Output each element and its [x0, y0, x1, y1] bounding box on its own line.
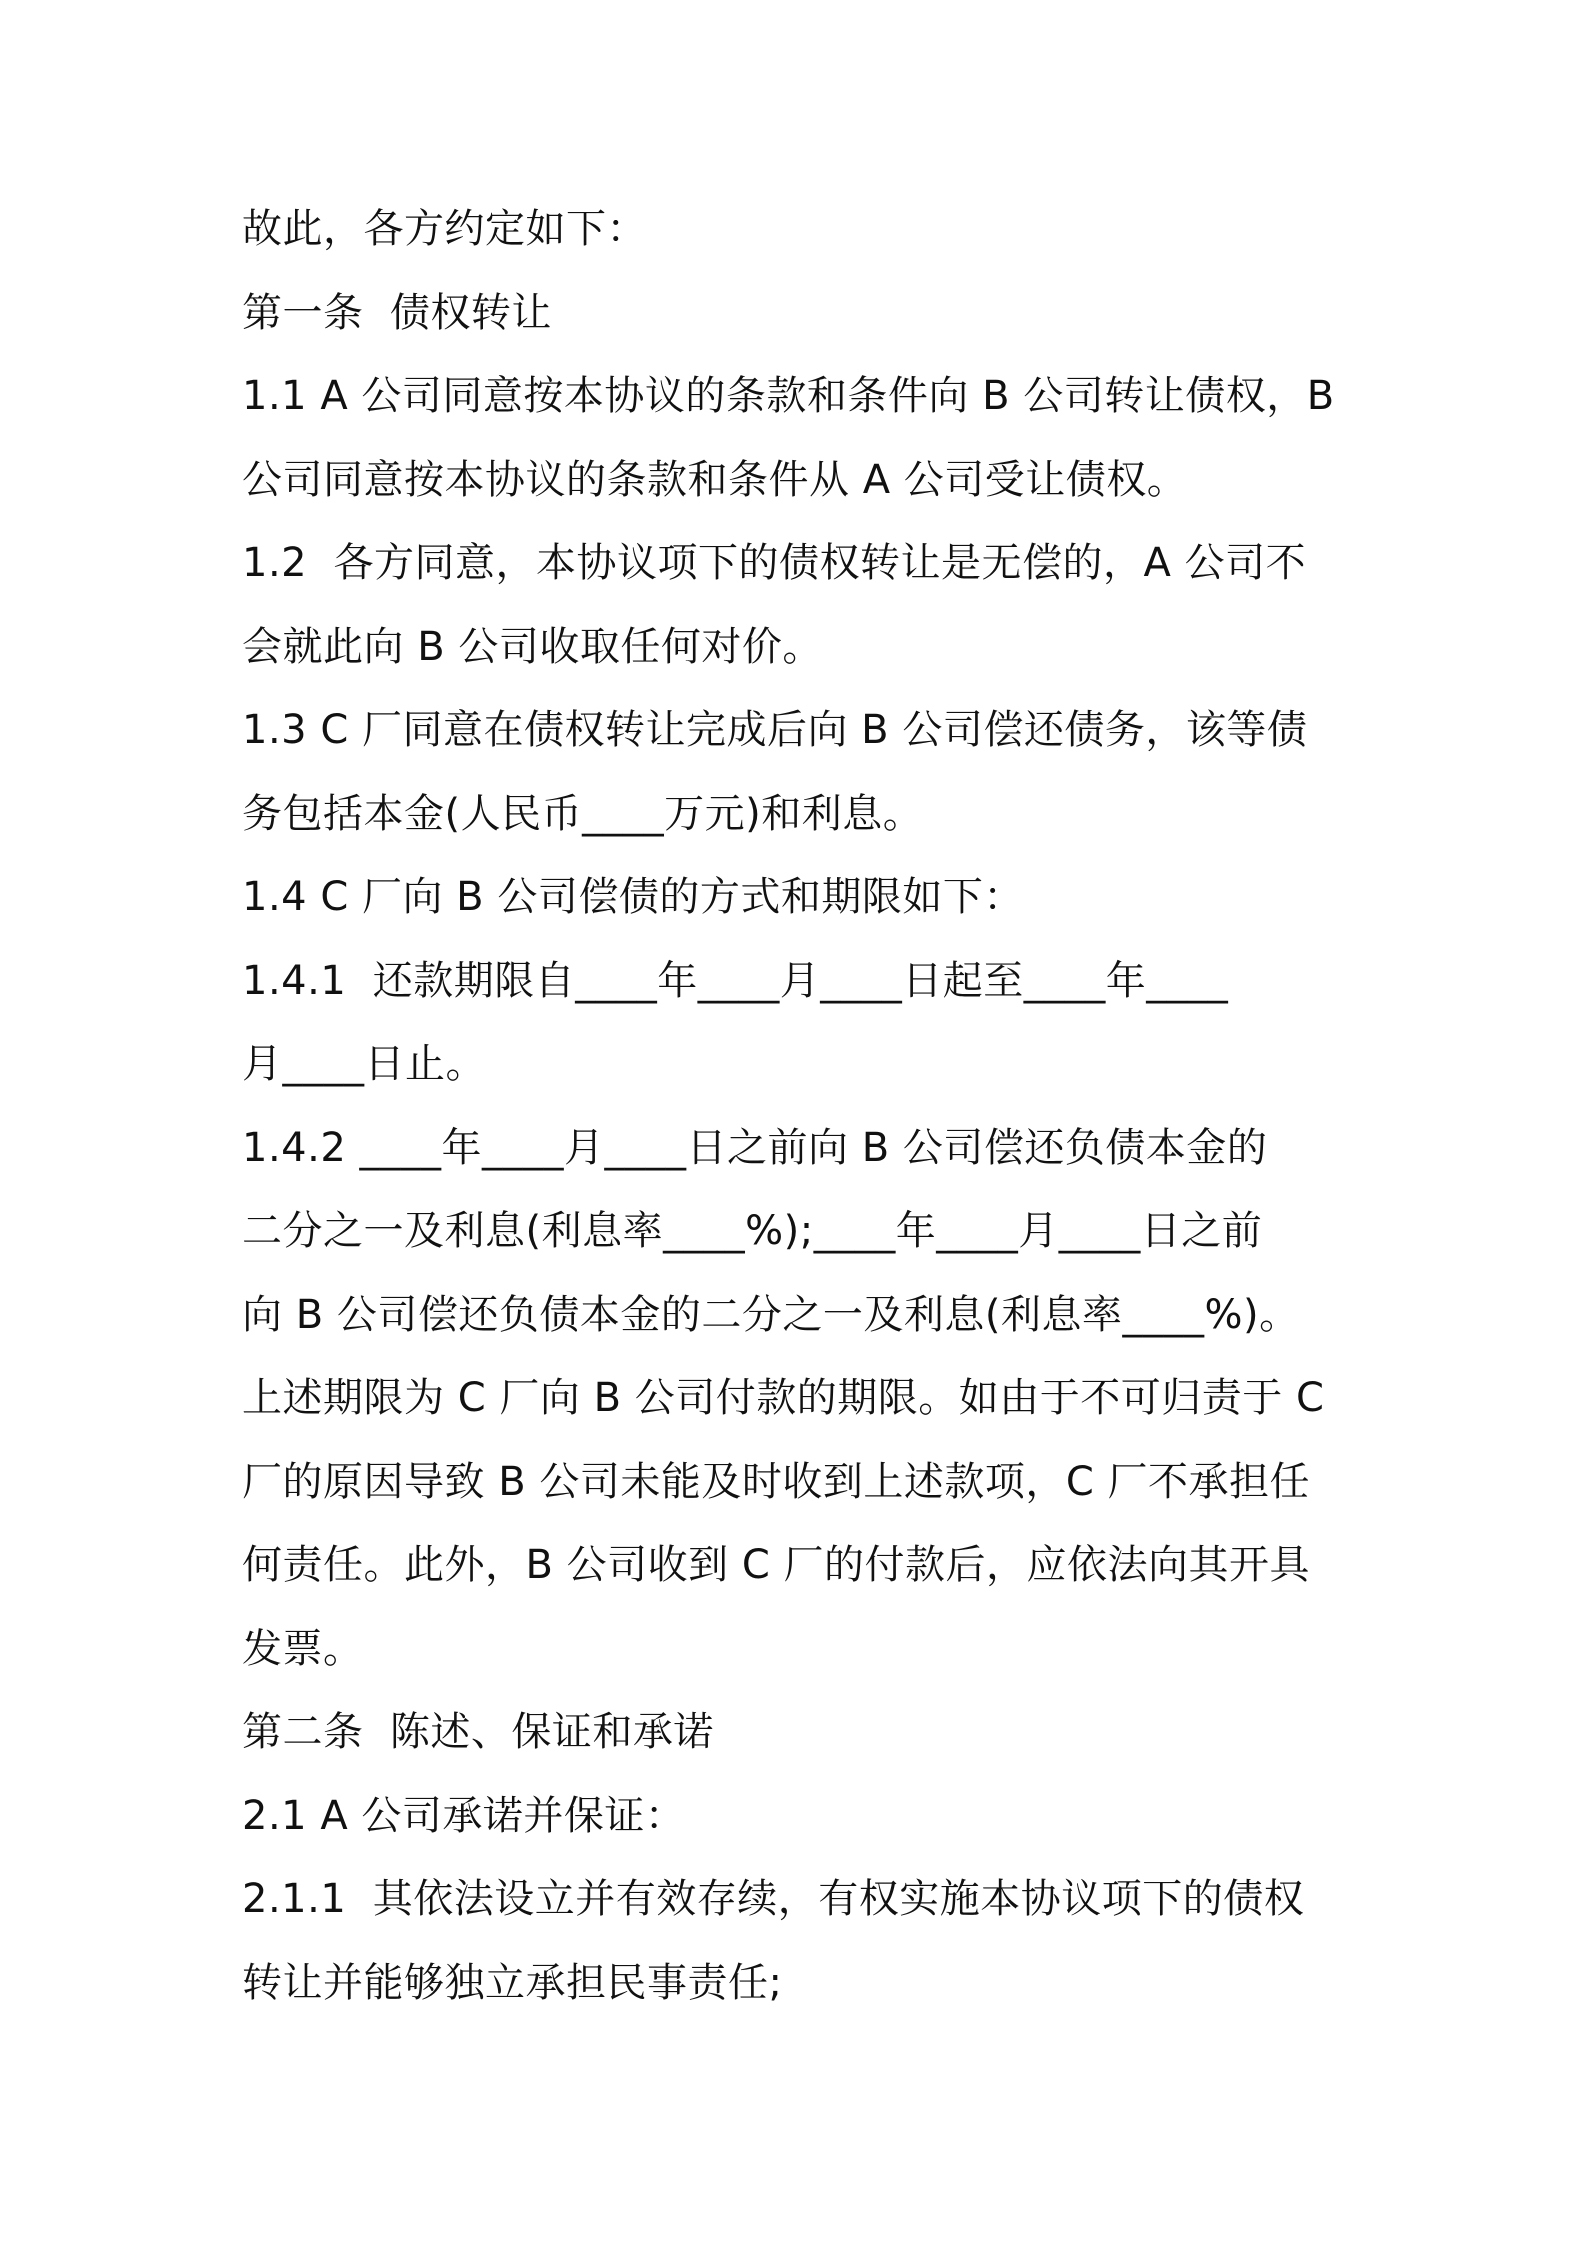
text-line: 2.1 A 公司承诺并保证： — [242, 1792, 686, 1839]
text-line: 向 B 公司偿还负债本金的二分之一及利息(利息率____%)。 — [242, 1291, 1300, 1338]
text-line: 上述期限为 C 厂向 B 公司付款的期限。如由于不可归责于 C — [242, 1375, 1325, 1421]
text-line: 发票。 — [242, 1625, 364, 1672]
text-line: 1.4 C 厂向 B 公司偿债的方式和期限如下： — [242, 874, 1024, 920]
text-line: 何责任。此外，B 公司收到 C 厂的付款后，应依法向其开具 — [242, 1542, 1311, 1588]
text-line: 二分之一及利息(利息率____%);____年____月____日之前 — [242, 1208, 1263, 1254]
document-page — [242, 188, 1352, 2025]
text-line: 2.1.1 其依法设立并有效存续，有权实施本协议项下的债权 — [242, 1876, 1305, 1922]
text-line: 会就此向 B 公司收取任何对价。 — [242, 623, 823, 670]
text-line: 1.4.2 ____年____月____日之前向 B 公司偿还负债本金的 — [242, 1124, 1268, 1171]
text-line: 1.2 各方同意，本协议项下的债权转让是无偿的，A 公司不 — [242, 540, 1307, 586]
text-line: 故此，各方约定如下： — [242, 206, 647, 252]
text-line: 1.4.1 还款期限自____年____月____日起至____年____ — [242, 957, 1229, 1004]
text-line: 1.3 C 厂同意在债权转让完成后向 B 公司偿还债务，该等债 — [242, 707, 1308, 753]
text-line: 厂的原因导致 B 公司未能及时收到上述款项，C 厂不承担任 — [242, 1458, 1311, 1505]
text-line: 务包括本金(人民币____万元)和利息。 — [242, 790, 924, 837]
article-heading: 第一条 债权转让 — [242, 289, 552, 336]
text-line: 公司同意按本协议的条款和条件从 A 公司受让债权。 — [242, 456, 1188, 503]
text-line: 1.1 A 公司同意按本协议的条款和条件向 B 公司转让债权，B — [242, 373, 1335, 419]
text-line: 转让并能够独立承担民事责任; — [242, 1959, 783, 2006]
text-line: 月____日止。 — [242, 1041, 486, 1087]
article-heading: 第二条 陈述、保证和承诺 — [242, 1709, 714, 1755]
